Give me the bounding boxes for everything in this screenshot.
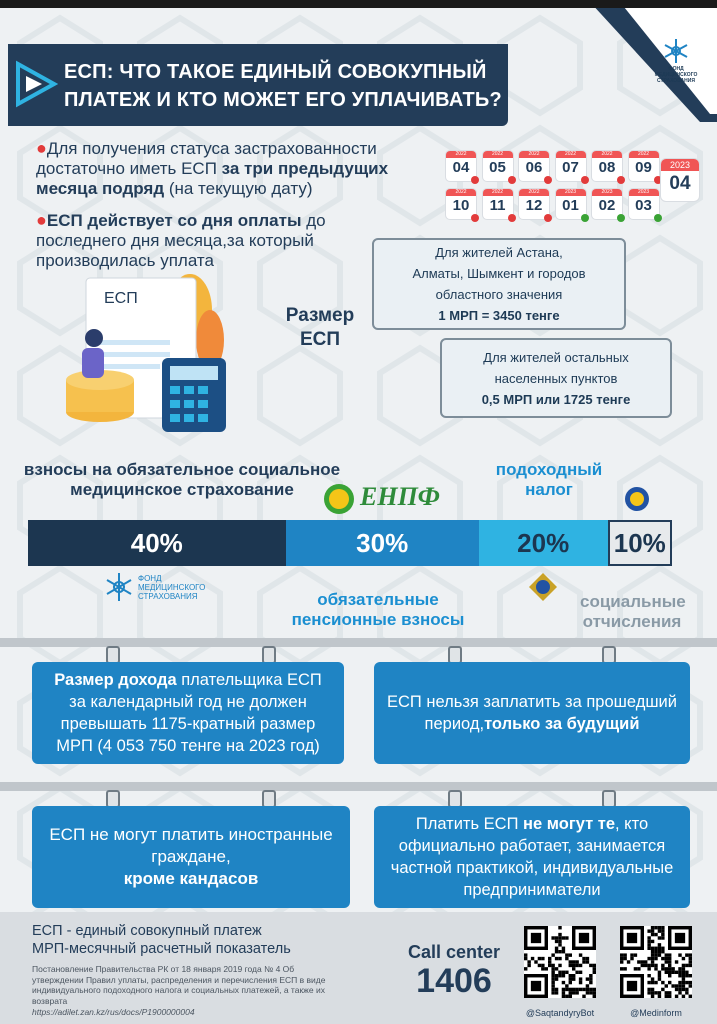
calendar-current-month — [660, 158, 700, 202]
calendar-year: 2022 — [629, 151, 659, 158]
infographic-page — [0, 8, 717, 1024]
unpaid-mark-icon — [508, 214, 516, 222]
play-logo-icon — [14, 60, 58, 108]
calendar-month: 11 — [489, 197, 506, 214]
footer-definition-esp: ЕСП - единый совокупный платеж — [32, 923, 262, 939]
info-line: Для жителей остальных — [483, 349, 629, 365]
paid-check-icon — [617, 214, 625, 222]
calendar-month: 12 — [525, 197, 543, 214]
fund-logo-text: ФОНД МЕДИЦИНСКОГО СТРАХОВАНИЯ — [654, 66, 698, 84]
calendar-year: 2022 — [592, 151, 622, 158]
calendar-month: 10 — [452, 197, 470, 214]
info-line: Для жителей Астана, — [435, 245, 563, 260]
calendar-month: 02 — [598, 197, 616, 214]
calendar-month-tile — [591, 150, 623, 182]
card-text: ЕСП не могут платить иностранные граждане, — [49, 825, 333, 866]
bullet-text: до последнего дня месяца,за который производилась уплата — [36, 211, 326, 270]
snowflake-icon — [104, 572, 134, 602]
calendar-month: 09 — [635, 159, 652, 176]
card-foreigners — [32, 806, 350, 908]
tax-emblem-icon — [528, 572, 558, 602]
income-tax-label: подоходный налог — [495, 460, 603, 499]
card-no-past-payment — [374, 662, 690, 764]
calendar-month: 04 — [669, 173, 691, 194]
info-line: Алматы, Шымкент и городов — [412, 266, 586, 281]
calendar-year: 2023 — [661, 159, 699, 171]
call-center — [402, 942, 506, 1000]
info-box-major-cities — [372, 238, 626, 330]
calendar-month: 05 — [489, 159, 506, 176]
calendar-year: 2023 — [592, 189, 622, 196]
calendar-year: 2022 — [446, 151, 476, 158]
calendar-month-tile — [591, 188, 623, 220]
calendar-year: 2022 — [446, 189, 476, 196]
calendar-year: 2022 — [483, 189, 513, 196]
enpf-logo-text: ЕНПФ — [360, 482, 440, 511]
bullet-text: (на текущую дату) — [164, 179, 313, 198]
calendar-year: 2023 — [629, 189, 659, 196]
illustration-documents-coins-calculator — [60, 270, 240, 436]
bullet-text: Для получения статуса застрахованности достаточно иметь ЕСП — [36, 139, 377, 178]
card-text: , кто официально работает, занимается частной практикой, индивидуальные предприниматели — [390, 815, 674, 899]
card-bold-text: кроме кандасов — [123, 869, 259, 888]
unpaid-mark-icon — [544, 176, 552, 184]
fund-logo-header — [648, 38, 704, 84]
card-who-cannot-pay — [374, 806, 690, 908]
calendar-year: 2023 — [556, 189, 586, 196]
social-contributions-label: социальные отчисления — [580, 592, 686, 631]
calendar-month: 04 — [452, 159, 470, 176]
distribution-bar — [28, 520, 672, 566]
qr-medinform-label: @Medinform — [630, 1008, 682, 1018]
calendar-month-tile — [555, 188, 587, 220]
calendar-month-tile — [482, 188, 514, 220]
distribution-segment: 20% — [479, 520, 608, 566]
info-value: 1 МРП = 3450 тенге — [438, 308, 560, 323]
document-label: ЕСП — [104, 290, 138, 307]
esp-size-label: Размер ЕСП — [285, 305, 355, 350]
distribution-segment: 10% — [608, 520, 672, 566]
unpaid-mark-icon — [581, 176, 589, 184]
card-text: плательщика ЕСП за календарный год не должен превышать 1175-кратный размер МРП (4 053 750 тенге на 2023 год) — [56, 671, 322, 755]
unpaid-mark-icon — [471, 176, 479, 184]
calendar-month-tile — [628, 150, 660, 182]
page-title: ЕСП: ЧТО ТАКОЕ ЕДИНЫЙ СОВОКУПНЫЙ ПЛАТЕЖ И КТО МОЖЕТ ЕГО УПЛАЧИВАТЬ? — [64, 61, 502, 111]
paid-check-icon — [654, 214, 662, 222]
bullet-bold-text: ЕСП действует со дня оплаты — [46, 211, 302, 230]
snowflake-icon — [663, 38, 689, 64]
card-bold-text: не могут те — [523, 815, 616, 833]
calendar-month-tile — [518, 150, 550, 182]
calendar-month-tile — [482, 150, 514, 182]
bullet-dot-icon: ● — [36, 138, 47, 158]
bullet-insured-status — [36, 138, 446, 199]
footer-definitions — [32, 922, 291, 958]
qr-code-bot[interactable] — [524, 926, 596, 998]
card-bold-text: только за будущий — [484, 715, 640, 733]
fund-logo-text: ФОНД МЕДИЦИНСКОГО СТРАХОВАНИЯ — [138, 574, 206, 601]
pension-contributions-label: обязательные пенсионные взносы — [291, 590, 465, 629]
unpaid-mark-icon — [544, 214, 552, 222]
fund-logo-bottom — [104, 572, 214, 606]
enpf-logo — [322, 482, 452, 518]
qr-code-medinform[interactable] — [620, 926, 692, 998]
calendar-month: 01 — [562, 197, 579, 214]
bullet-bold-text: за три предыдущих месяца подряд — [36, 159, 389, 198]
social-fund-emblem-icon — [624, 486, 650, 512]
calendar-month-tile — [555, 150, 587, 182]
decree-text: Постановление Правительства РК от 18 января 2019 года № 4 Об утверждении Правил уплаты, распределения и перечисления ЕСП в виде индивидуального подоходного налога и социальных платежей, а также их возврата — [32, 964, 326, 1006]
bullet-dot-icon: ● — [36, 210, 47, 230]
calendar-year: 2022 — [556, 151, 586, 158]
card-bold-text: Размер дохода — [54, 671, 177, 689]
calendar-month: 08 — [598, 159, 616, 176]
calendar-month-tile — [445, 188, 477, 220]
calendar-year: 2022 — [483, 151, 513, 158]
calendar-year: 2022 — [519, 151, 549, 158]
call-center-label: Call center — [407, 942, 501, 962]
info-line: населенных пунктов — [494, 370, 618, 386]
unpaid-mark-icon — [508, 176, 516, 184]
card-text: Платить ЕСП — [415, 815, 524, 833]
info-box-other-settlements — [440, 338, 672, 418]
card-text: ЕСП нельзя заплатить за прошедший период, — [386, 693, 677, 733]
calendar-year: 2022 — [519, 189, 549, 196]
calendar-month-tile — [628, 188, 660, 220]
distribution-segment: 30% — [286, 520, 479, 566]
footer-decree — [32, 964, 332, 1018]
info-line: областного значения — [435, 287, 563, 302]
distribution-segment: 40% — [28, 520, 286, 566]
unpaid-mark-icon — [471, 214, 479, 222]
call-center-number[interactable]: 1406 — [416, 962, 492, 1000]
enpf-emblem-icon — [322, 482, 356, 516]
calendar-month: 07 — [562, 159, 579, 176]
footer-definition-mrp: МРП-месячный расчетный показатель — [32, 941, 291, 957]
info-value: 0,5 МРП или 1725 тенге — [481, 391, 631, 407]
calendar-month-tile — [518, 188, 550, 220]
decree-link[interactable]: https://adilet.zan.kz/rus/docs/P1900000004 — [32, 1007, 195, 1017]
card-income-limit — [32, 662, 344, 764]
medical-contributions-label: взносы на обязательное социальное медицинское страхование — [23, 460, 341, 499]
paid-check-icon — [581, 214, 589, 222]
calendar-month-tile — [445, 150, 477, 182]
qr-bot-label: @SaqtandyryBot — [525, 1008, 595, 1018]
calendar-month: 03 — [635, 197, 652, 214]
bullet-validity — [36, 210, 366, 271]
unpaid-mark-icon — [617, 176, 625, 184]
calendar-month: 06 — [525, 159, 543, 176]
